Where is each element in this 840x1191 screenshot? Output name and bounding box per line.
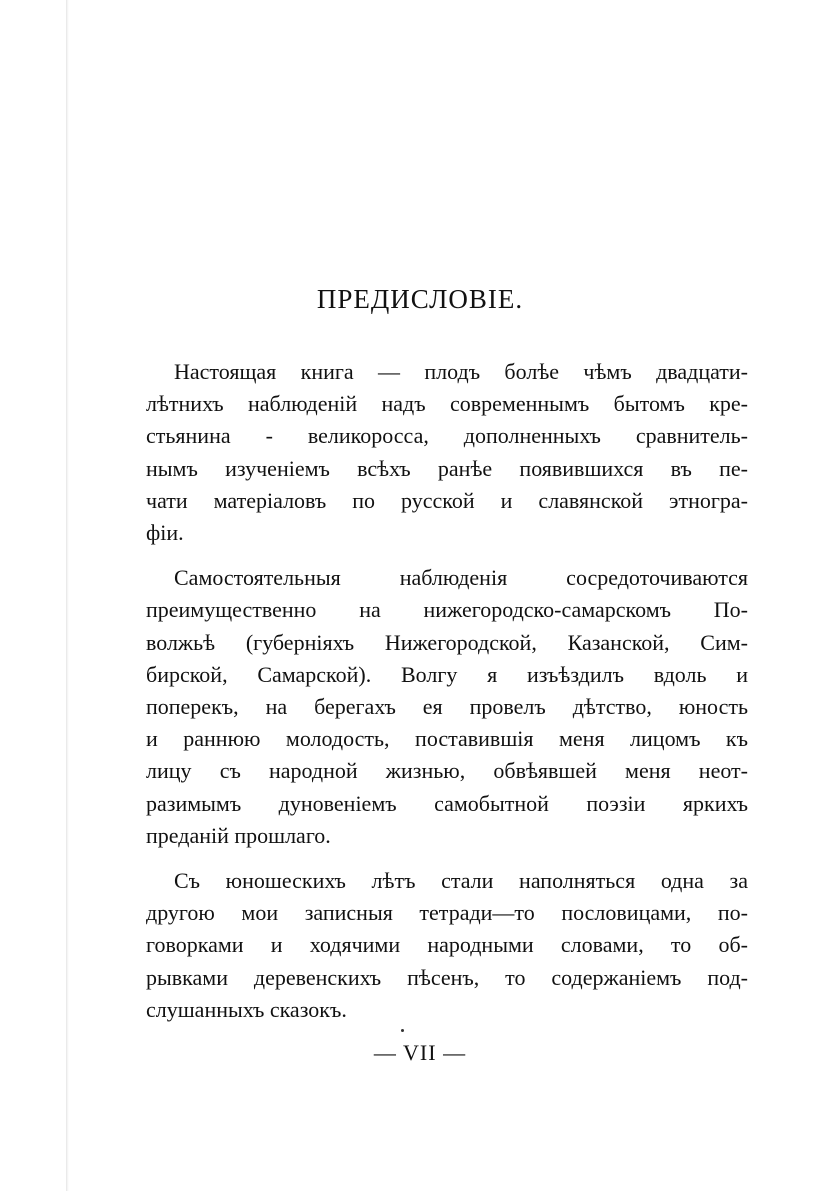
text-line: лицу съ народной жизнью, обвѣявшей меня неот- [146,758,748,784]
paragraph-1 [146,356,748,549]
text-line: Настоящая книга — плодъ болѣе чѣмъ двадцати- [174,359,748,384]
text-line: преданій прошлаго. [146,822,331,848]
text-line: преимущественно на нижегородско-самарскомъ По- [146,597,748,623]
text-line: слушанныхъ сказокъ. [146,996,347,1022]
text-line: чати матеріаловъ по русской и славянской этногра- [146,487,748,513]
ink-speck [401,1029,404,1032]
paragraph-2 [146,562,748,852]
text-line: рывками деревенскихъ пѣсенъ, то содержаніемъ под- [146,964,748,990]
text-line: говорками и ходячими народными словами, то об- [146,932,748,958]
text-line: разимымъ дуновеніемъ самобытной поэзіи яркихъ [146,790,748,816]
text-line: лѣтнихъ наблюденій надъ современнымъ бытомъ кре- [146,391,748,417]
text-line: другою мои записныя тетради—то пословицами, по- [146,900,748,926]
page-title: ПРЕДИСЛОВІЕ. [316,284,524,314]
text-line: и раннюю молодость, поставившія меня лицомъ къ [146,726,748,752]
text-line: поперекъ, на берегахъ ея провелъ дѣтство, юность [146,694,748,720]
preface-text [146,356,748,1039]
text-line: стьянина - великоросса, дополненныхъ сравнитель- [146,423,748,449]
text-line: волжьѣ (губерніяхъ Нижегородской, Казанской, Сим- [146,629,748,655]
text-line: Съ юношескихъ лѣтъ стали наполняться одна за [174,868,748,894]
text-line: бирской, Самарской). Волгу я изъѣздилъ вдоль и [146,661,748,687]
text-line: фіи. [146,520,184,546]
page-gutter-shadow [66,0,69,1191]
text-line: Самостоятельныя наблюденія сосредоточиваются [174,565,748,591]
text-line: нымъ изученіемъ всѣхъ ранѣе появившихся въ пе- [146,455,748,481]
paragraph-3 [146,865,748,1026]
page-number: — VII — [373,1040,467,1065]
